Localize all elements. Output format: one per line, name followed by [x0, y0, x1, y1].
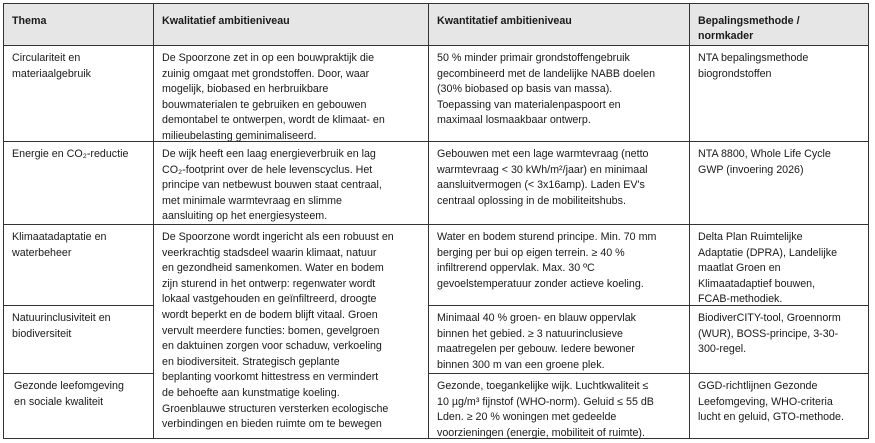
row-divider: [4, 141, 868, 142]
cell-thema: Energie en CO₂-reductie: [12, 148, 129, 160]
cell-bepaling: NTA bepalingsmethode biogrondstoffen: [698, 52, 809, 80]
cell-kwantitatief: Water en bodem sturend principe. Min. 70 mm berging per bui op eigen terrein. ≥ 40 % infiltrerend oppervlak. Max. 30 ºC gevoelstemperatuur zonder actieve koeling.: [437, 231, 657, 290]
header-kwalitatief: Kwalitatief ambitieniveau: [162, 15, 290, 27]
cell-kwantitatief: Gebouwen met een lage warmtevraag (netto warmtevraag < 30 kWh/m²/jaar) en minimaal aansluitvermogen (< 3x16amp). Laden EV's centraal oplossing in de mobiliteitshubs.: [437, 148, 649, 207]
cell-bepaling: BiodiverCITY-tool, Groennorm (WUR), BOSS-principe, 3-30- 300-regel.: [698, 312, 841, 356]
row-divider: [4, 305, 153, 306]
cell-thema: Gezonde leefomgeving en sociale kwaliteit: [14, 380, 124, 408]
ambition-table: [3, 3, 869, 439]
cell-bepaling: GGD-richtlijnen Gezonde Leefomgeving, WHO-criteria lucht en geluid, GTO-methode.: [698, 380, 844, 424]
cell-kwantitatief: 50 % minder primair grondstoffengebruik gecombineerd met de landelijke NABB doelen (30% biobased op basis van massa). Toepassing van materialenpaspoort en maximaal losmaakbaar ontwerp.: [437, 52, 656, 127]
cell-bepaling: NTA 8800, Whole Life Cycle GWP (invoering 2026): [698, 148, 831, 176]
cell-thema: Natuurinclusiviteit en biodiversiteit: [12, 312, 111, 340]
cell-kwantitatief: Minimaal 40 % groen- en blauw oppervlak binnen het gebied. ≥ 3 natuurinclusieve maatregelen per gebouw. Iedere bewoner binnen 300 m van een groene plek.: [437, 312, 637, 371]
cell-thema: Circulariteit en materiaalgebruik: [12, 52, 92, 80]
cell-kwantitatief: Gezonde, toegankelijke wijk. Luchtkwaliteit ≤ 10 µg/m³ fijnstof (WHO-norm). Geluid ≤ 55 dB Lden. ≥ 20 % woningen met gedeelde voorzieningen (energie, mobiliteit of ruimte).: [437, 380, 654, 439]
header-bepaling: Bepalingsmethode / normkader: [698, 15, 800, 42]
row-divider: [4, 373, 153, 374]
header-kwantitatief: Kwantitatief ambitieniveau: [437, 15, 572, 27]
column-divider: [153, 4, 154, 438]
header-thema: Thema: [12, 15, 47, 27]
cell-kwalitatief: De wijk heeft een laag energieverbruik en lag CO₂-footprint over de hele levenscyclus. Het principe van netbewust bouwen staat centraal, met minimale warmtevraag en slimme aansluiting op het energiesysteem.: [162, 148, 382, 223]
cell-kwalitatief-merged: De Spoorzone wordt ingericht als een robuust en veerkrachtig stadsdeel waarin klimaat, natuur en gezondheid samenkomen. Water en bodem zijn sturend in het ontwerp: regenwater wordt lokaal vastgehouden en geïnfiltreerd, droogte wordt beperkt en de bodem blijft vitaal. Groen vervult meerdere functies: bomen, gevelgroen en daktuinen zorgen voor schaduw, verkoeling en biodiversiteit. Strategisch geplante beplanting voorkomt hittestress en vermindert de behoefte aan kunstmatige koeling. Groenblauwe structuren versterken ecologische verbindingen en bieden ruimte om te bewegen: [162, 231, 394, 431]
row-divider: [4, 45, 868, 46]
cell-kwalitatief: De Spoorzone zet in op een bouwpraktijk die zuinig omgaat met grondstoffen. Door, waar mogelijk, biobased en herbruikbare bouwmaterialen te gebruiken en gebouwen demontabel te ontwerpen, wordt de klimaat- en milieubelasting geminimaliseerd.: [162, 52, 385, 142]
cell-thema: Klimaatadaptatie en waterbeheer: [12, 231, 107, 259]
cell-bepaling: Delta Plan Ruimtelijke Adaptatie (DPRA), Landelijke maatlat Groen en Klimaatadaptief bouwen, FCAB-methodiek.: [698, 231, 838, 306]
row-divider: [4, 224, 868, 225]
